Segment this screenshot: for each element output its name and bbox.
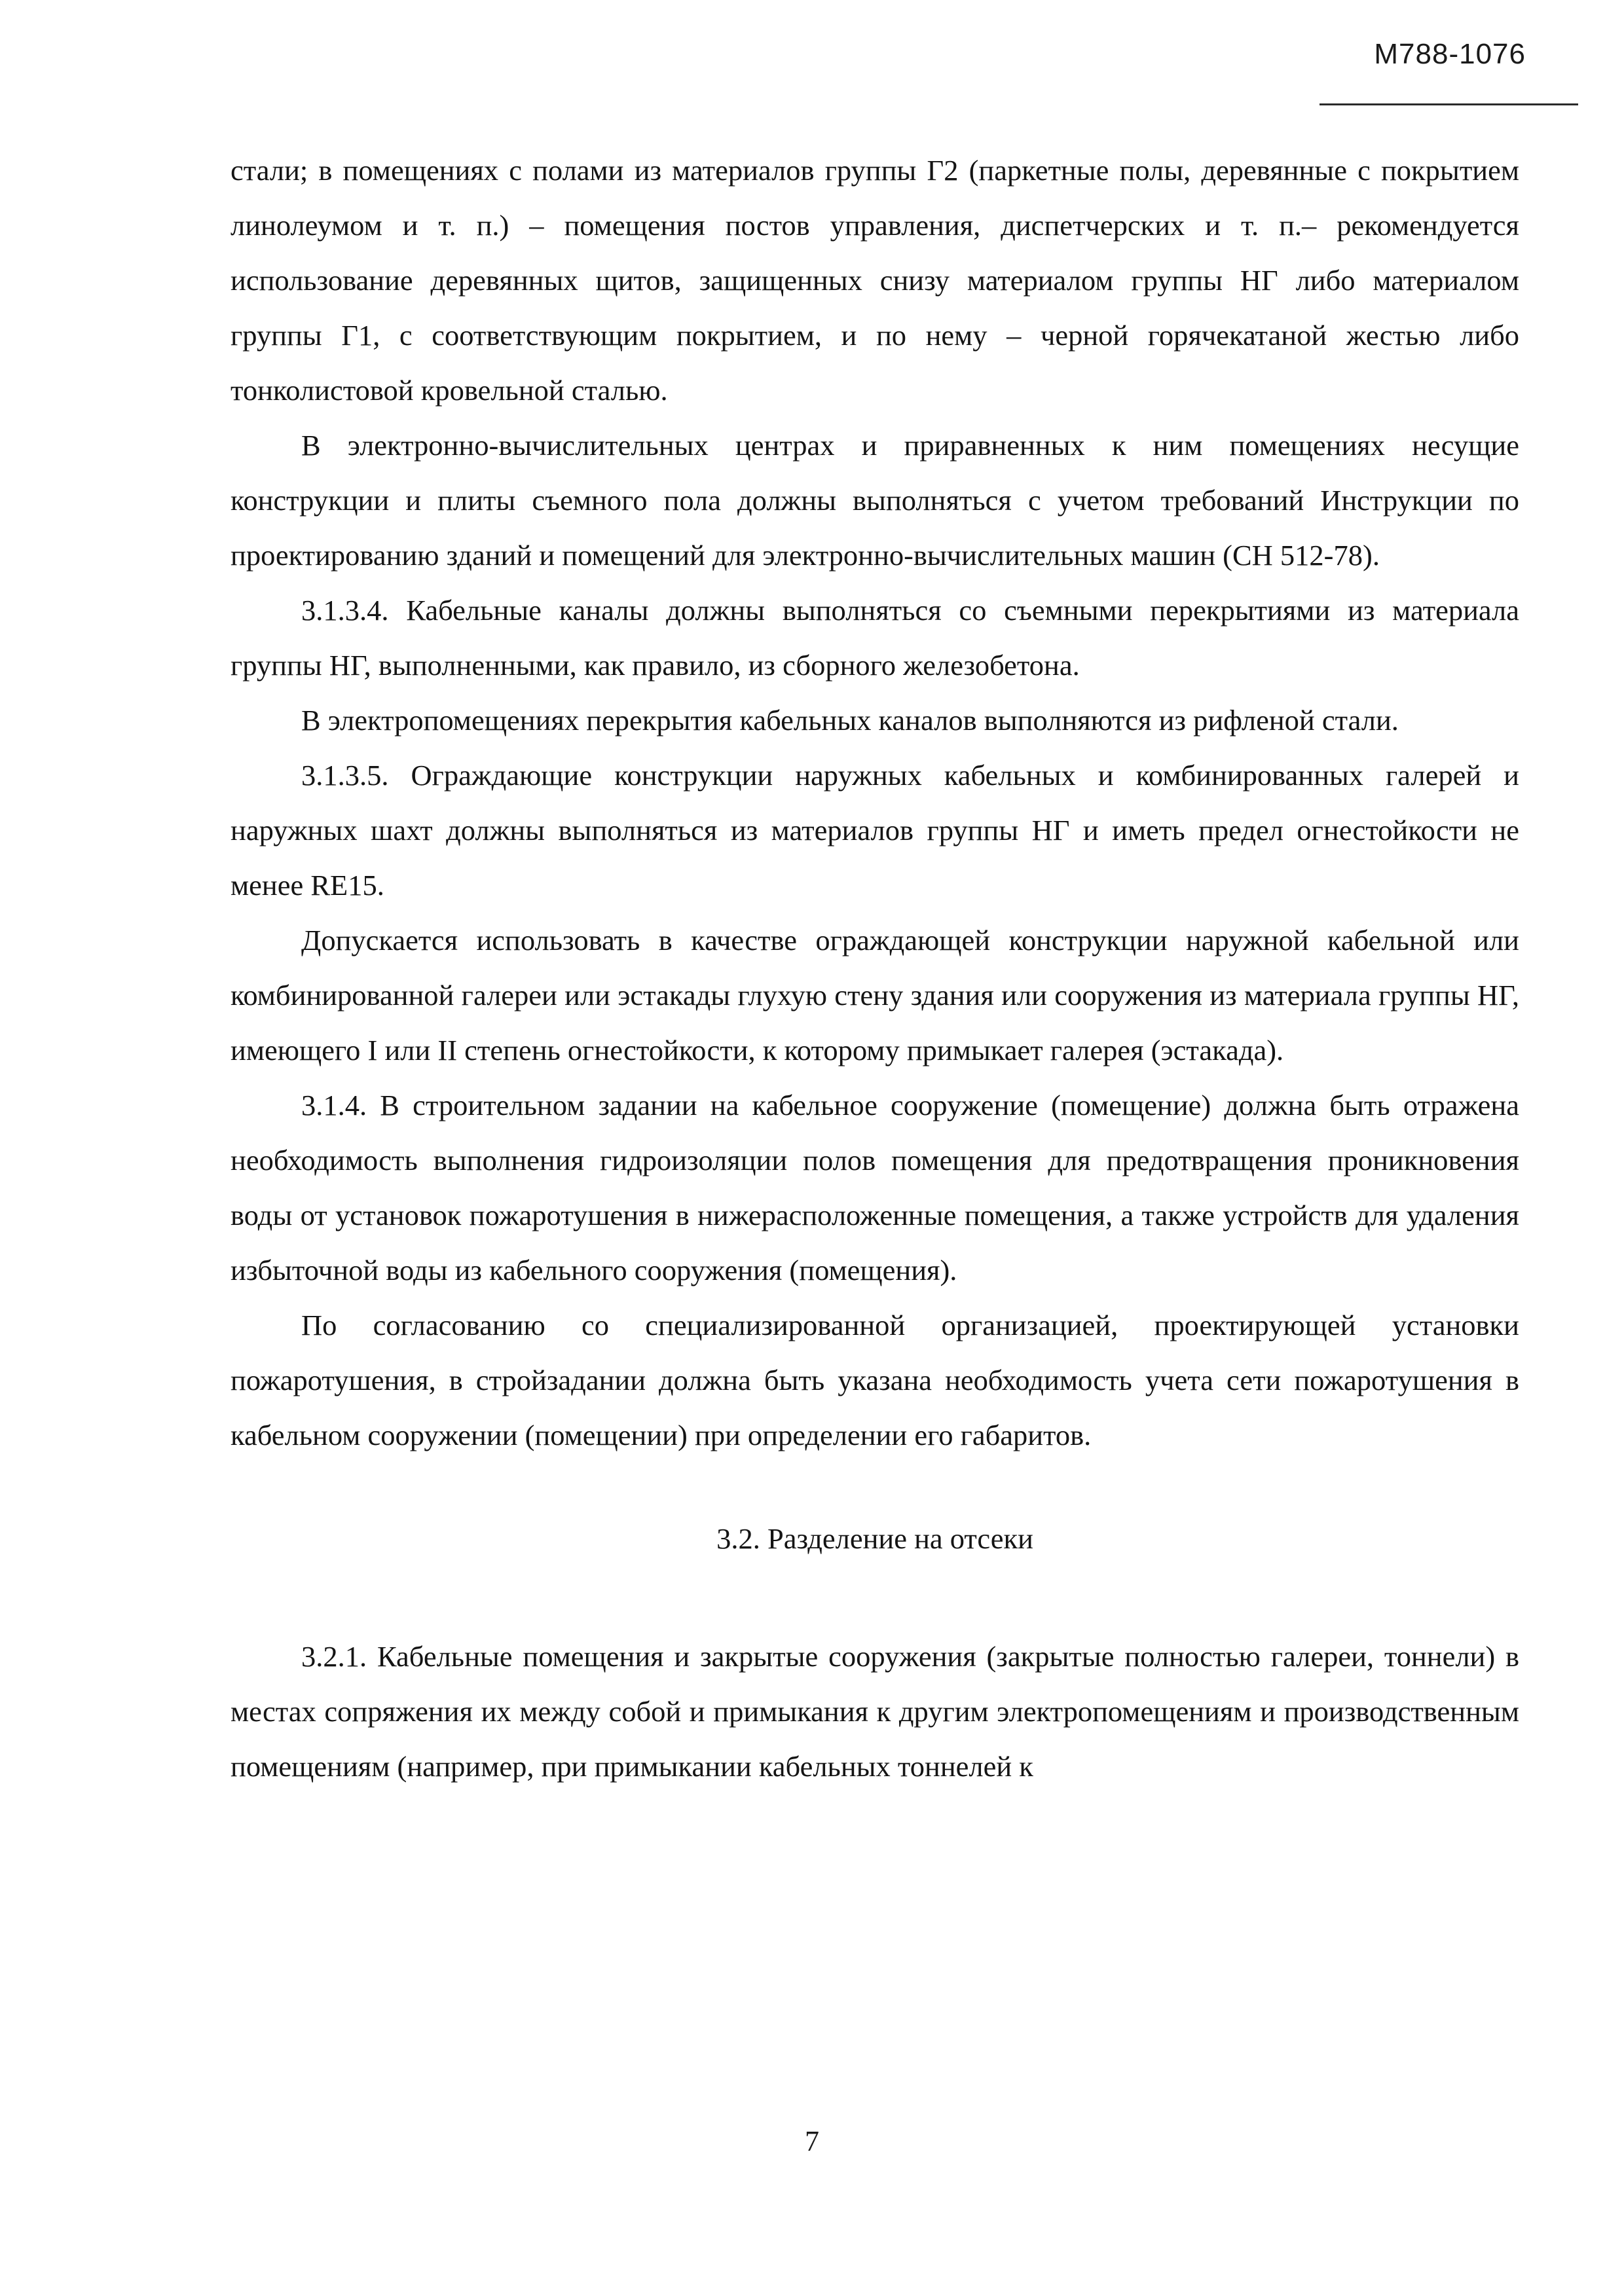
paragraph-3-2-1: 3.2.1. Кабельные помещения и закрытые сооружения (закрытые полностью галереи, тоннели) в местах сопряжения их между собой и примыкания к другим электропомещениям и производственным помещениям (например, при примыкании кабельных тоннелей к — [231, 1640, 1519, 1783]
paragraph-electrical-rooms: В электропомещениях перекрытия кабельных каналов выполняются из рифленой стали. — [301, 704, 1399, 737]
section-title: 3.2. Разделение на отсеки — [716, 1522, 1033, 1555]
header-rule — [1320, 103, 1578, 105]
paragraph-3-1-4: 3.1.4. В строительном задании на кабельное сооружение (помещение) должна быть отражена необходимость выполнения гидроизоляции полов помещения для предотвращения проникновения воды от установок пожаротушения в нижерасположенные помещения, а также устройств для удаления избыточной воды из кабельного сооружения (помещения). — [231, 1089, 1519, 1286]
paragraph-3-1-3-5: 3.1.3.5. Ограждающие конструкции наружных кабельных и комбинированных галерей и наружных шахт должны выполняться из материалов группы НГ и иметь предел огнестойкости не менее RE15. — [231, 759, 1519, 902]
paragraph-enclosing-wall: Допускается использовать в качестве ограждающей конструкции наружной кабельной или комбинированной галереи или эстакады глухую стену здания или сооружения из материала группы НГ, имеющего I или II степень огнестойкости, к которому примыкает галерея (эстакада). — [231, 924, 1519, 1066]
page-body — [231, 143, 1519, 1794]
paragraph-fire-suppression: По согласованию со специализированной организацией, проектирующей установки пожаротушения, в стройзадании должна быть указана необходимость учета сети пожаротушения в кабельном сооружении (помещении) при определении его габаритов. — [231, 1309, 1519, 1451]
page-number: 7 — [805, 2125, 819, 2157]
paragraph-continuation: стали; в помещениях с полами из материалов группы Г2 (паркетные полы, деревянные с покрытием линолеумом и т. п.) – помещения постов управления, диспетчерских и т. п.– рекомендуется использование деревянных щитов, защищенных снизу материалом группы НГ либо материалом группы Г1, с соответствующим покрытием, и по нему – черной горячекатаной жестью либо тонколистовой кровельной сталью. — [231, 154, 1519, 407]
document-code: М788-1076 — [1374, 38, 1526, 70]
paragraph-computing-centers: В электронно-вычислительных центрах и приравненных к ним помещениях несущие конструкции и плиты съемного пола должны выполняться с учетом требований Инструкции по проектированию зданий и помещений для электронно-вычислительных машин (СН 512-78). — [231, 429, 1519, 572]
paragraph-3-1-3-4: 3.1.3.4. Кабельные каналы должны выполняться со съемными перекрытиями из материала группы НГ, выполненными, как правило, из сборного железобетона. — [231, 594, 1519, 682]
